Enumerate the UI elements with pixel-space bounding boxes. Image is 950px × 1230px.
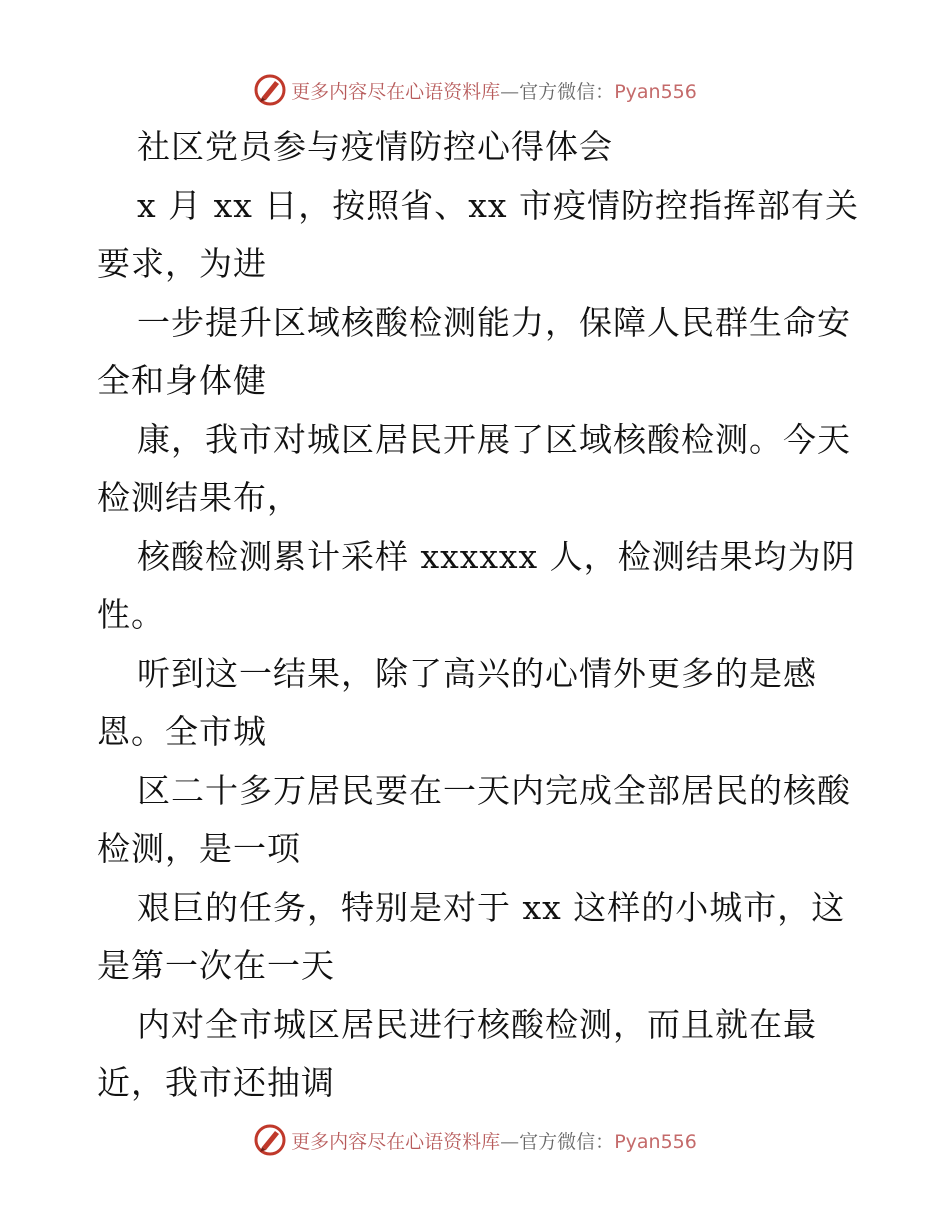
paragraph-line: 一步提升区域核酸检测能力，保障人民群生命安 — [137, 302, 851, 342]
watermark-main-text: 更多内容尽在心语资料库 — [291, 80, 501, 103]
paragraph-line: 康，我市对城区居民开展了区域核酸检测。今天 — [137, 419, 851, 459]
header-watermark-text — [291, 77, 697, 104]
watermark-dash: — — [500, 1130, 520, 1153]
watermark-wechat-id: Pyan556 — [614, 80, 697, 103]
watermark-official-label: 官方微信： — [519, 1130, 615, 1153]
brand-logo-icon — [253, 1123, 287, 1157]
paragraph-line: 检测结果布， — [97, 478, 301, 517]
paragraph-line: 检测，是一项 — [97, 829, 301, 868]
paragraph-line: 核酸检测累计采样 xxxxxx 人，检测结果均为阴 — [137, 536, 856, 576]
paragraph-line: 近，我市还抽调 — [97, 1063, 335, 1102]
paragraph-line: 听到这一结果，除了高兴的心情外更多的是感 — [137, 653, 817, 693]
watermark-dash: — — [500, 80, 520, 103]
brand-logo-icon — [253, 73, 287, 107]
watermark-main-text: 更多内容尽在心语资料库 — [291, 1130, 501, 1153]
paragraph-line: 内对全市城区居民进行核酸检测，而且就在最 — [137, 1004, 817, 1044]
paragraph-line: 艰巨的任务，特别是对于 xx 这样的小城市，这 — [137, 887, 846, 927]
header-watermark-banner — [0, 70, 950, 110]
paragraph-line: 要求，为进 — [97, 244, 267, 283]
paragraph-line: 全和身体健 — [97, 361, 267, 400]
paragraph-line: 恩。全市城 — [97, 712, 267, 751]
watermark-official-label: 官方微信： — [519, 80, 615, 103]
paragraph-line: 是第一次在一天 — [97, 946, 335, 985]
paragraph-line: x 月 xx 日，按照省、xx 市疫情防控指挥部有关 — [137, 185, 860, 225]
paragraph-line: 性。 — [97, 595, 165, 634]
watermark-wechat-id: Pyan556 — [614, 1130, 697, 1153]
footer-watermark-banner — [0, 1120, 950, 1160]
document-title: 社区党员参与疫情防控心得体会 — [137, 127, 613, 166]
footer-watermark-text — [291, 1127, 697, 1154]
document-body — [97, 118, 860, 1113]
paragraph-line: 区二十多万居民要在一天内完成全部居民的核酸 — [137, 770, 851, 810]
